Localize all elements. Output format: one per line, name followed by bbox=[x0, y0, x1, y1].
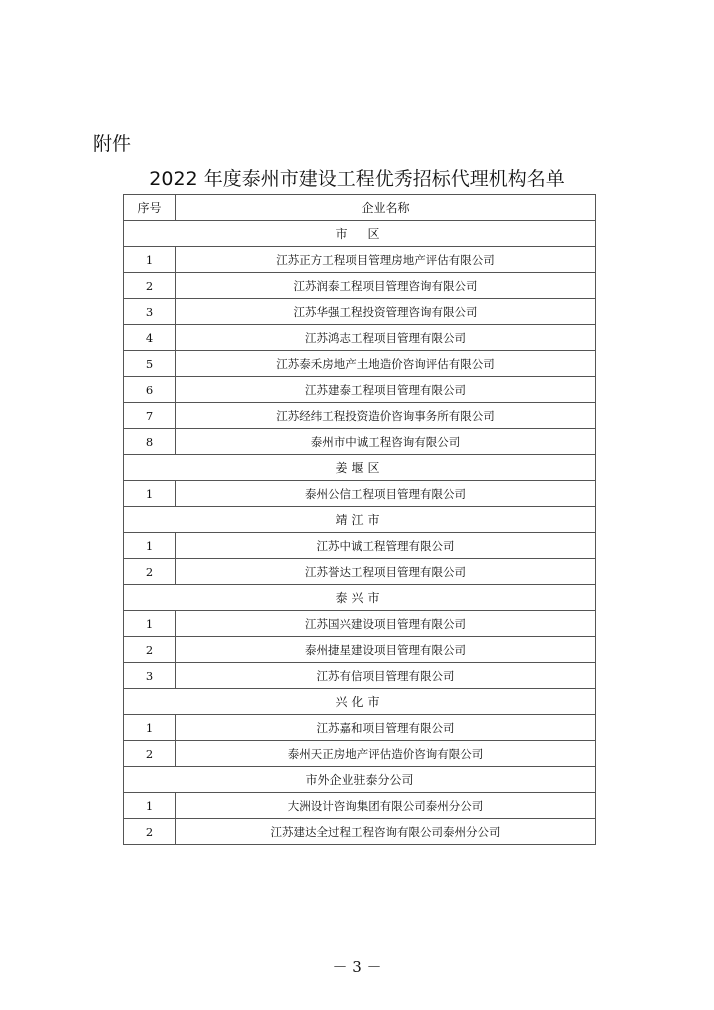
attachment-label: 附件 bbox=[93, 133, 132, 155]
table-row bbox=[124, 793, 596, 819]
row-company-name: 江苏中诚工程管理有限公司 bbox=[176, 533, 596, 559]
row-index: 1 bbox=[124, 611, 176, 637]
section-row bbox=[124, 455, 596, 481]
row-index: 8 bbox=[124, 429, 176, 455]
row-company-name: 江苏鸿志工程项目管理有限公司 bbox=[176, 325, 596, 351]
table-row bbox=[124, 637, 596, 663]
row-company-name: 江苏正方工程项目管理房地产评估有限公司 bbox=[176, 247, 596, 273]
row-company-name: 泰州捷星建设项目管理有限公司 bbox=[176, 637, 596, 663]
row-index: 1 bbox=[124, 481, 176, 507]
row-company-name: 江苏泰禾房地产土地造价咨询评估有限公司 bbox=[176, 351, 596, 377]
header-company-name: 企业名称 bbox=[176, 195, 596, 221]
row-index: 2 bbox=[124, 559, 176, 585]
row-company-name: 江苏嘉和项目管理有限公司 bbox=[176, 715, 596, 741]
table-row bbox=[124, 741, 596, 767]
table-row bbox=[124, 377, 596, 403]
section-title: 泰兴市 bbox=[124, 585, 596, 611]
row-index: 7 bbox=[124, 403, 176, 429]
row-index: 1 bbox=[124, 715, 176, 741]
table-row bbox=[124, 481, 596, 507]
row-index: 1 bbox=[124, 793, 176, 819]
section-row bbox=[124, 585, 596, 611]
table-row bbox=[124, 611, 596, 637]
section-title: 市 区 bbox=[124, 221, 596, 247]
table-row bbox=[124, 715, 596, 741]
table-row bbox=[124, 559, 596, 585]
table-row bbox=[124, 351, 596, 377]
row-index: 2 bbox=[124, 273, 176, 299]
section-row bbox=[124, 507, 596, 533]
row-index: 1 bbox=[124, 247, 176, 273]
row-company-name: 江苏建达全过程工程咨询有限公司泰州分公司 bbox=[176, 819, 596, 845]
table-row bbox=[124, 663, 596, 689]
row-company-name: 江苏有信项目管理有限公司 bbox=[176, 663, 596, 689]
row-index: 1 bbox=[124, 533, 176, 559]
row-company-name: 泰州公信工程项目管理有限公司 bbox=[176, 481, 596, 507]
section-title: 靖江市 bbox=[124, 507, 596, 533]
table-row bbox=[124, 819, 596, 845]
section-title: 市外企业驻泰分公司 bbox=[124, 767, 596, 793]
row-index: 3 bbox=[124, 299, 176, 325]
table-row bbox=[124, 299, 596, 325]
section-title: 兴化市 bbox=[124, 689, 596, 715]
table-row bbox=[124, 429, 596, 455]
row-company-name: 泰州天正房地产评估造价咨询有限公司 bbox=[176, 741, 596, 767]
row-company-name: 大洲设计咨询集团有限公司泰州分公司 bbox=[176, 793, 596, 819]
row-company-name: 江苏润泰工程项目管理咨询有限公司 bbox=[176, 273, 596, 299]
row-index: 4 bbox=[124, 325, 176, 351]
row-company-name: 江苏建泰工程项目管理有限公司 bbox=[176, 377, 596, 403]
section-row bbox=[124, 767, 596, 793]
section-row bbox=[124, 221, 596, 247]
header-index: 序号 bbox=[124, 195, 176, 221]
table-header-row bbox=[124, 195, 596, 221]
row-index: 2 bbox=[124, 741, 176, 767]
table-row bbox=[124, 325, 596, 351]
table-row bbox=[124, 403, 596, 429]
table-row bbox=[124, 273, 596, 299]
page-number: － 3 － bbox=[332, 958, 382, 976]
row-index: 5 bbox=[124, 351, 176, 377]
row-company-name: 江苏经纬工程投资造价咨询事务所有限公司 bbox=[176, 403, 596, 429]
section-title: 姜堰区 bbox=[124, 455, 596, 481]
row-index: 2 bbox=[124, 637, 176, 663]
row-index: 6 bbox=[124, 377, 176, 403]
row-index: 3 bbox=[124, 663, 176, 689]
row-company-name: 泰州市中诚工程咨询有限公司 bbox=[176, 429, 596, 455]
agency-list-table bbox=[123, 194, 596, 845]
row-index: 2 bbox=[124, 819, 176, 845]
section-row bbox=[124, 689, 596, 715]
row-company-name: 江苏华强工程投资管理咨询有限公司 bbox=[176, 299, 596, 325]
row-company-name: 江苏国兴建设项目管理有限公司 bbox=[176, 611, 596, 637]
row-company-name: 江苏誉达工程项目管理有限公司 bbox=[176, 559, 596, 585]
table-body bbox=[124, 221, 596, 845]
document-title: 2022 年度泰州市建设工程优秀招标代理机构名单 bbox=[149, 168, 565, 190]
table-row bbox=[124, 247, 596, 273]
table-row bbox=[124, 533, 596, 559]
